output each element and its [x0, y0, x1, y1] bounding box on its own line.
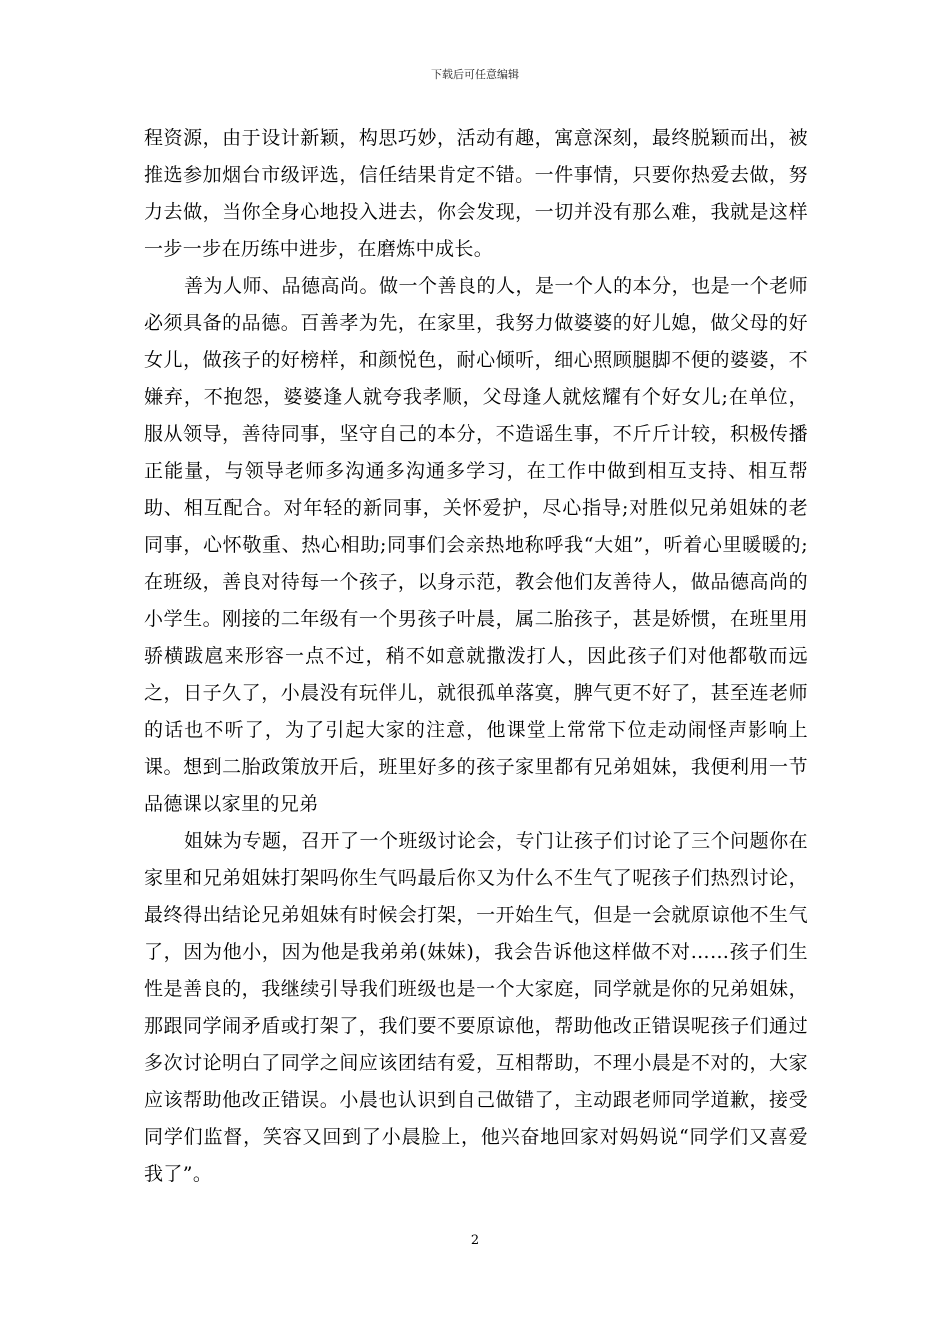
document-body: [144, 120, 808, 1193]
page-number: 2: [470, 1233, 480, 1248]
paragraph-class-discussion: 姐妹为专题，召开了一个班级讨论会，专门让孩子们讨论了三个问题你在家里和兄弟姐妹打架吗你生气吗最后你又为什么不生气了呢孩子们热烈讨论，最终得出结论兄弟姐妹有时候会打架，一开始生气，但是一会就原谅他不生气了，因为他小，因为他是我弟弟(妹妹)，我会告诉他这样做不对……孩子们生性是善良的，我继续引导我们班级也是一个大家庭，同学就是你的兄弟姐妹，那跟同学闹矛盾或打架了，我们要不要原谅他，帮助他改正错误呢孩子们通过多次讨论明白了同学之间应该团结有爱，互相帮助，不理小晨是不对的，大家应该帮助他改正错误。小晨也认识到自己做错了，主动跟老师同学道歉，接受同学们监督，笑容又回到了小晨脸上，他兴奋地回家对妈妈说“同学们又喜爱我了”。: [144, 830, 808, 1185]
paragraph-continuation: 程资源，由于设计新颖，构思巧妙，活动有趣，寓意深刻，最终脱颖而出，被推选参加烟台市级评选，信任结果肯定不错。一件事情，只要你热爱去做，努力去做，当你全身心地投入进去，你会发现，一切并没有那么难，我就是这样一步一步在历练中进步，在磨炼中成长。: [144, 127, 808, 260]
paragraph-virtue: 善为人师、品德高尚。做一个善良的人，是一个人的本分，也是一个老师必须具备的品德。百善孝为先，在家里，我努力做婆婆的好儿媳，做父母的好女儿，做孩子的好榜样，和颜悦色，耐心倾听，细心照顾腿脚不便的婆婆，不嫌弃，不抱怨，婆婆逢人就夸我孝顺，父母逢人就炫耀有个好女儿;在单位，服从领导，善待同事，坚守自己的本分，不造谣生事，不斤斤计较，积极传播正能量，与领导老师多沟通多沟通多学习，在工作中做到相互支持、相互帮助、相互配合。对年轻的新同事，关怀爱护，尽心指导;对胜似兄弟姐妹的老同事，心怀敬重、热心相助;同事们会亲热地称呼我“大姐”，听着心里暖暖的;在班级，善良对待每一个孩子，以身示范，教会他们友善待人，做品德高尚的小学生。刚接的二年级有一个男孩子叶晨，属二胎孩子，甚是娇惯，在班里用骄横跋扈来形容一点不过，稍不如意就撒泼打人，因此孩子们对他都敬而远之，日子久了，小晨没有玩伴儿，就很孤单落寞，脾气更不好了，甚至连老师的话也不听了，为了引起大家的注意，他课堂上常常下位走动闹怪声影响上课。想到二胎政策放开后，班里好多的孩子家里都有兄弟姐妹，我便利用一节品德课以家里的兄弟: [144, 275, 808, 815]
page-header: 下载后可任意编辑: [431, 68, 519, 81]
